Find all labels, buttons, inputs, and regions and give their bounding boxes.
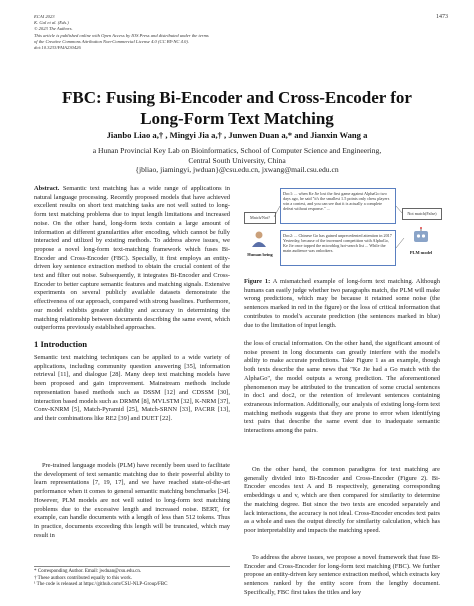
intro-paragraph-1: Semantic text matching techniques can be applied to a wide variety of applications, including community question answering [35], information retrieval [11], and dialogue [28]. Many deep text matching models have been proposed and gain improvement. Mainstream methods include representation based methods such as DSSM [12] and CDSSM [30], interaction based models such as DRMM [8], MVLSTM [32], K-NRM [37], Conv-KNRM [5], Match-Pyramid [25], Match-SRNN [33], PACRR [13], and their combinations like RE2 [39] and DUET [22]. [34,354,230,422]
plm-label: PLM model [409,250,433,255]
body-paragraph: To address the above issues, we propose a novel framework that fuse Bi-Encoder and Cross-Encoder for long-form text matching (FBC). We further propose an entity-driven key sentence extraction method, which extracts key sentences ranked by the entity score from the lengthy document. Specifically, FBC first takes the titles and key [244,554,440,596]
figure-caption [244,278,440,330]
figure-arrows [244,186,440,272]
journal-header [34,14,334,51]
not-match-label: Not match(False) [407,211,437,216]
abstract [34,185,230,333]
match-question-label: Match/Not? [249,215,270,220]
abstract-text: Semantic text matching has a wide range of applications in natural language processing. Recently proposed models that have achieved excellent results on short text matching tasks are not well suited to long-form text matching problems due to input length limitations and increased noise. On the other hand, long-form texts contain a large amount of information at different granularities after encoding, which cannot be fully interacted and utilized by existing methods. To address above issues, we propose a novel long-form text-matching framework which fuses Bi-Encoder and Cross-Encoder (FBC). Specially, it first employs an entity-driven key sentence extraction method to obtain the crucial content of the text and filter out noise. Subsequently, it integrates Bi-Encoder and Cross-Encoder to better capture semantic features and matching signals. Extensive experiments on several publicly available datasets demonstrate the effectiveness of our approach, compared with strong baselines. Furthermore, our model exhibits greater stability and accuracy in determining the matching relationship between documents describing the same event, which outperforms previously established approaches. [34,185,230,332]
author-list: Jianbo Liao a,† , Mingyi Jia a,† , Junwen Duan a,* and Jianxin Wang a [106,130,368,140]
header-line: ECAI 2023 [34,14,55,19]
footnote: * Corresponding Author. Email: jwduan@csu.edu.cn. [34,569,142,574]
affiliation-emails: {jbliao, jiamingyi, jwduan}@csu.edu.cn, jxwang@mail.csu.edu.cn [135,165,339,175]
section-heading: 1 Introduction [34,339,88,349]
affiliation-line: a Hunan Provincial Key Lab on Bioinformatics, School of Computer Science and Engineering, [92,146,382,155]
affiliation-line: Central South University, China [188,155,286,165]
doc2-text: Doc2: ... Chinese Go has gained unprecedented attention in 2017 Yesterday, because of the increased competition with AlphaGo, Ke Jie once topped the microblog hot-search list ... While the main audience was onlookers. [283,233,392,253]
body-paragraph: the loss of crucial information. On the other hand, the significant amount of noise present in long documents can greatly interfere with the model's ability to make accurate predictions. Take Figure 1 as an example, though both texts describe the same news that "Ke Jie had a Go match with the AlphaGo", the model outputs a wrong prediction. The aforementioned phenomenon may be attributed to the truncation of some crucial sentences in doc1 and doc2, or the retention of irrelevant sentences containing extraneous information. Additionally, our analysis of existing long-form text matching methods suggests that they are prone to error when identifying text pairs that describe the same event due to inadequate semantic interactions among the pairs. [244,340,440,435]
footnotes [34,566,230,589]
abstract-label: Abstract. [34,185,60,192]
figure-caption-text: A mismatched example of long-form text matching. Although humans can easily judge whether two paragraphs match, the PLM will make wrong predictions, which may be because it retained some noise (the sentences marked in red in the figure) or the loss of critical information that contributes to model's accurate prediction (the sentences marked in blue) due to the limitation of input length. [244,278,440,329]
title-line-2: Long-Form Text Matching [140,109,334,128]
body-paragraph: On the other hand, the common paradigms for text matching are generally divided into Bi-Encoder and Cross-Encoder (Figure 2). Bi-Encoder encodes text A and B respectively, generating corresponding embeddings u and v, which are then compared for similarity to determine the matching degree. But since the two texts are encoded separately and lack interactions, the accuracy is not ideal. Cross-Encoder encodes text pairs as a whole and uses the output directly for similarity calculation, which has poor interpretability and impacts the matching speed. [244,466,440,534]
footnote: ¹ The code is released at https://github.com/CSU-NLP-Group/FBC [34,582,168,587]
paper-title [0,87,474,129]
footnote: † These authors contributed equally to this work. [34,575,132,581]
header-line: This article is published online with Open Access by IOS Press and distributed under the terms [34,32,209,38]
page-number: 1473 [436,14,448,20]
figure-1 [244,186,440,272]
figure-caption-label: Figure 1: [244,278,271,285]
header-line: © 2023 The Authors. [34,26,73,32]
human-label: Human being [247,252,273,257]
header-line: K. Gal et al. (Eds.) [34,20,69,26]
affiliation [0,146,474,175]
title-line-1: FBC: Fusing Bi-Encoder and Cross-Encoder for [62,88,412,107]
header-line: of the Creative Commons Attribution Non-Commercial License 4.0 (CC BY-NC 4.0). [34,38,190,44]
intro-paragraph-2: Pre-trained language models (PLM) have recently been used to facilitate the development of text semantic matching due to their powerful ability to learn representations [7, 19, 17], and we have reached state-of-the-art performance when it comes to general semantic matching benchmarks [34]. However, PLM models are not well suited to long-form text matching problems due to the excessive length and increased noise. BERT, for example, can handle documents with a length of less than 512 tokens. Thus in practice, documents exceeding this length will be truncated, which may result in [34,462,230,539]
header-line: doi:10.3233/FAIA230426 [34,45,81,51]
doc1-text: Doc1: ... when Ke Jie lost the first game against AlphaGo two days ago, he said "it's the smallest 1.5 points only chess players win a contest, and you can see that it is actually a complete defeat without response." ... [283,191,390,211]
